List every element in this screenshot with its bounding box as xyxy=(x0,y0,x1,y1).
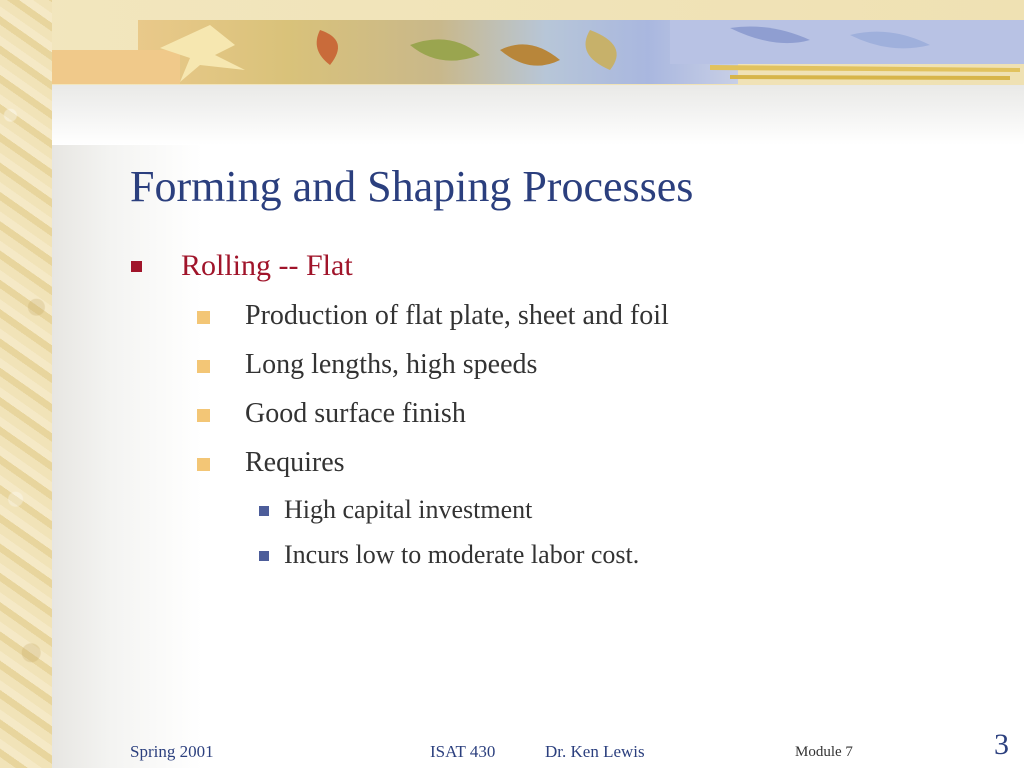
slide-number: 3 xyxy=(994,728,1009,761)
square-bullet-icon xyxy=(197,360,210,373)
bullet-text: Requires xyxy=(245,447,345,478)
footer-term: Spring 2001 xyxy=(130,742,214,761)
leaf-banner-image xyxy=(30,20,1024,88)
square-bullet-icon xyxy=(197,311,210,324)
square-bullet-icon xyxy=(259,551,269,561)
square-bullet-icon xyxy=(197,458,210,471)
top-shadow xyxy=(52,85,1024,145)
bullet-text: Rolling -- Flat xyxy=(181,249,353,282)
square-bullet-icon xyxy=(131,261,142,272)
bullet-text: High capital investment xyxy=(284,495,533,524)
footer-module: Module 7 xyxy=(795,744,853,760)
bullet-text: Long lengths, high speeds xyxy=(245,349,538,380)
footer-course: ISAT 430 xyxy=(430,742,496,761)
parchment-strip xyxy=(0,0,52,768)
square-bullet-icon xyxy=(197,409,210,422)
square-bullet-icon xyxy=(259,506,269,516)
bullet-text: Incurs low to moderate labor cost. xyxy=(284,540,640,569)
slide-title: Forming and Shaping Processes xyxy=(130,162,694,211)
footer-instructor: Dr. Ken Lewis xyxy=(545,742,645,761)
bullet-text: Good surface finish xyxy=(245,398,466,429)
bullet-text: Production of flat plate, sheet and foil xyxy=(245,300,669,331)
